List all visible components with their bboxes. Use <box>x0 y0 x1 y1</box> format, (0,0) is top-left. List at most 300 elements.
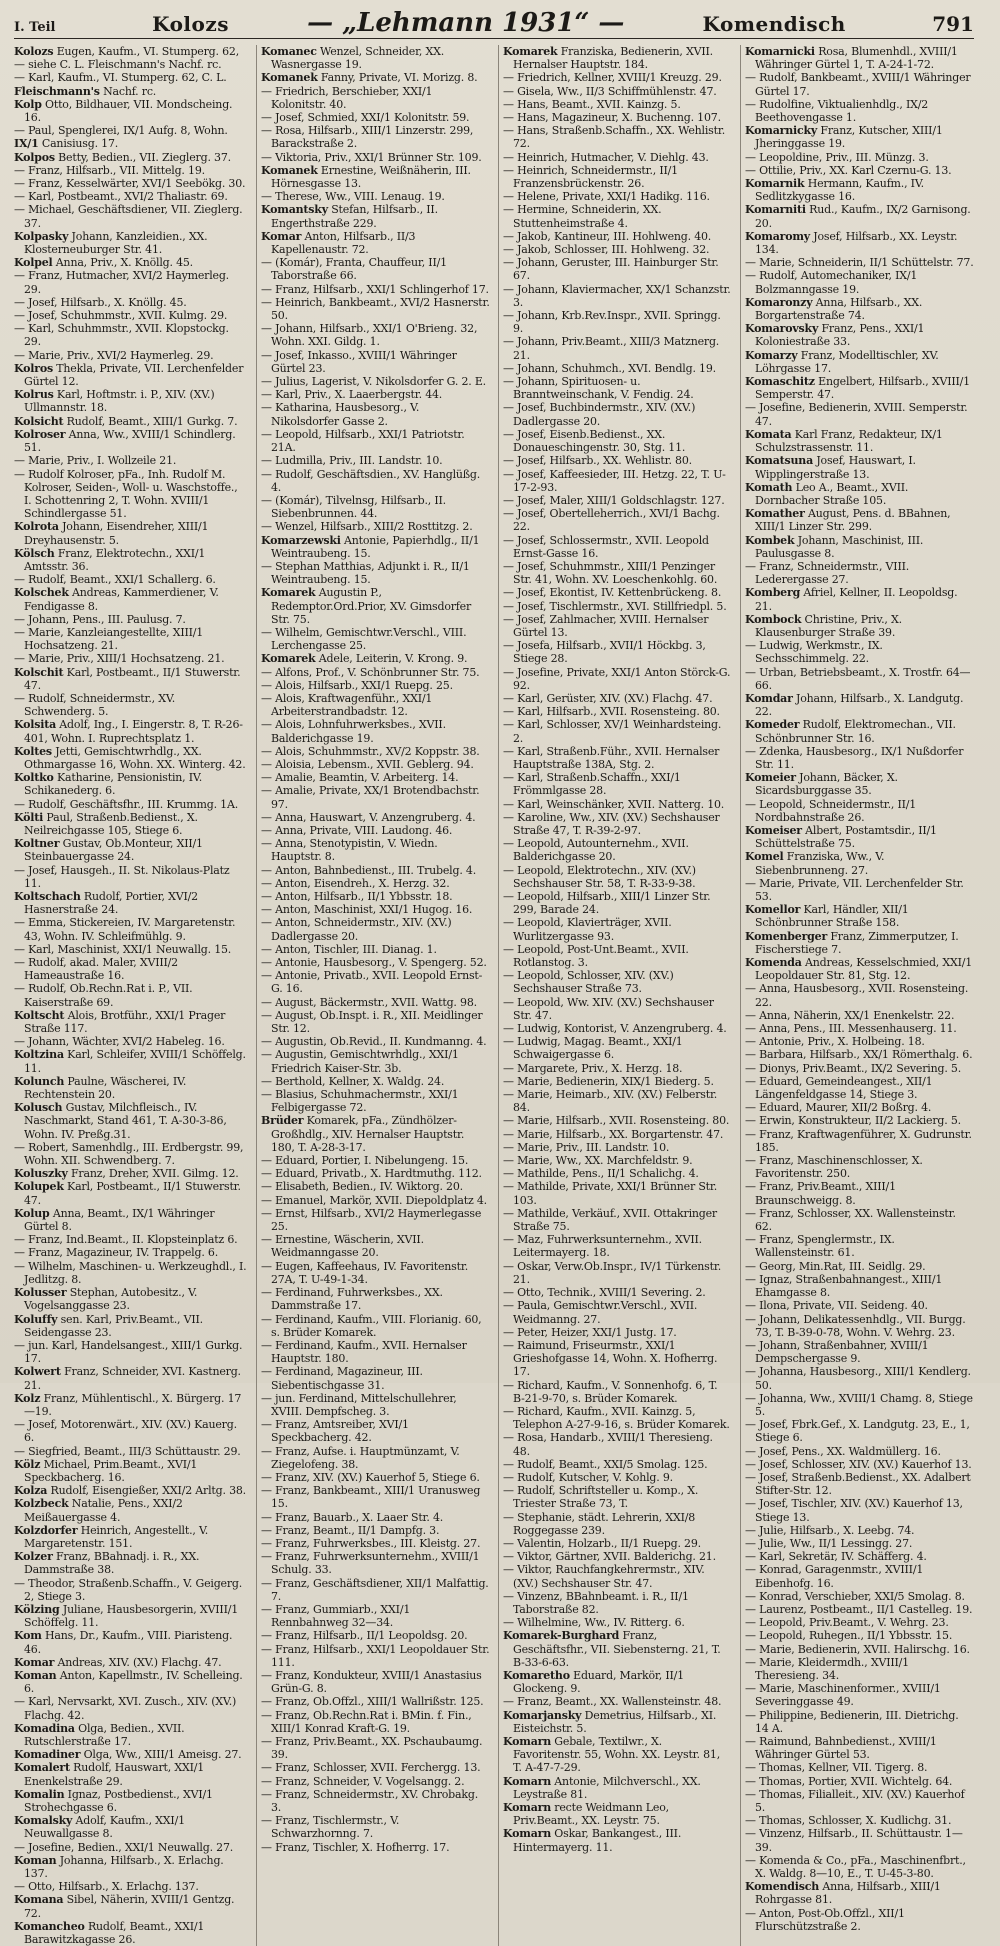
directory-entry: — Zdenka, Hausbesorg., IX/1 Nußdorfer Str. 11. <box>745 744 964 771</box>
directory-entry: — Anton, Maschinist, XXI/1 Hugog. 16. <box>261 903 473 917</box>
directory-entry: — Josef, Obertelleherrich., XVI/1 Bachg. 22. <box>503 507 720 534</box>
directory-entry: — Franz, Bankbeamt., XIII/1 Uranusweg 15. <box>261 1484 481 1511</box>
directory-entry: Koltscht Alois, Brotführ., XXI/1 Prager Straße 117. <box>14 1008 226 1036</box>
directory-entry: — Mathilde, Verkäuf., XVII. Ottakringer Straße 75. <box>503 1206 717 1234</box>
directory-entry: — Anton, Post-Ob.Offzl., XII/1 Flurschützstraße 2. <box>745 1906 905 1933</box>
directory-entry: — Otto, Technik., XVIII/1 Severing. 2. <box>503 1286 706 1300</box>
directory-entry: — Franz, Hilfsarb., II/1 Leopoldsg. 20. <box>261 1629 468 1643</box>
directory-entry: Kolup Anna, Beamt., IX/1 Währinger Gürtel 8. <box>14 1206 215 1234</box>
directory-entry: — Viktor, Gärtner, XVII. Balderichg. 21. <box>503 1550 716 1564</box>
directory-entry: Kolrota Johann, Eisendreher, XIII/1 Dreyhausenstr. 5. <box>14 520 209 547</box>
directory-entry: Brüder Komarek, pFa., Zündhölzer-Großhdlg., XIV. Hernalser Hauptstr. 180, T. A-28-3-17. <box>261 1114 465 1154</box>
directory-entry: Komarzewski Antonie, Papierhdlg., II/1 Weintraubeng. 15. <box>261 533 480 560</box>
directory-entry: — Rudolf, Geschäftsdien., XV. Hanglüßg. 4. <box>261 467 481 494</box>
directory-entry: — Josefine, Private, XXI/1 Anton Störck-G. 92. <box>503 665 731 692</box>
directory-entry: — Josef, Schlossermstr., XVII. Leopold Ernst-Gasse 16. <box>503 533 709 560</box>
directory-entry: — Margarete, Priv., X. Herzg. 18. <box>503 1061 683 1075</box>
directory-entry: Komaromy Josef, Hilfsarb., XX. Leystr. 134. <box>745 229 958 257</box>
directory-entry: Kolschek Andreas, Kammerdiener, V. Fendigasse 8. <box>14 586 219 613</box>
directory-entry: Kolroser Anna, Ww., XVIII/1 Schindlerg. 51. <box>14 427 236 455</box>
directory-entry: Komel Franziska, Ww., V. Siebenbrunneng. 27. <box>745 850 885 877</box>
directory-entry: — Marie, Heimarb., XIV. (XV.) Felberstr. 84. <box>503 1088 718 1115</box>
directory-entry: — August, Ob.Inspt. i. R., XII. Meidlinger Str. 12. <box>261 1008 483 1036</box>
directory-entry: Komather August, Pens. d. BBahnen, XIII/1 Linzer Str. 299. <box>745 507 951 534</box>
directory-entry: — Viktoria, Priv., XXI/1 Brünner Str. 109. <box>261 150 482 164</box>
directory-entry: Kolsicht Rudolf, Beamt., XIII/1 Gurkg. 7. <box>14 414 238 428</box>
directory-entry: — Leopold, Hilfsarb., XXI/1 Patriotstr. 21A. <box>261 427 465 455</box>
directory-entry: — Jakob, Kantineur, III. Hohlweng. 40. <box>503 229 712 243</box>
directory-entry: — Franz, Tischler, X. Hofherrg. 17. <box>261 1840 450 1854</box>
directory-entry: Kolza Rudolf, Eisengießer, XXI/2 Arltg. 38. <box>14 1484 246 1498</box>
directory-entry: — Marie, Kleidermdh., XVIII/1 Theresieng. 34. <box>745 1655 909 1682</box>
directory-entry: — Gisela, Ww., II/3 Schiffmühlenstr. 47. <box>503 84 717 98</box>
directory-entry: — Antonie, Priv., X. Holbeing. 18. <box>745 1035 925 1049</box>
directory-entry: Koltschach Rudolf, Portier, XVI/2 Hasnerstraße 24. <box>14 890 198 917</box>
directory-entry: — Franz, Maschinenschlosser, X. Favoritenstr. 250. <box>745 1154 923 1181</box>
directory-entry: — Rudolf, Automechaniker, IX/1 Bolzmanngasse 19. <box>745 269 918 296</box>
directory-entry: — Heinrich, Bankbeamt., XVI/2 Hasnerstr. 50. <box>261 295 490 323</box>
column-4 <box>740 45 974 1946</box>
directory-entry: Kolunch Paulne, Wäscherei, IV. Rechtenstein 20. <box>14 1074 187 1102</box>
directory-entry: — Franz, Fuhrwerksunternehm., XVIII/1 Schulg. 33. <box>261 1550 480 1577</box>
directory-entry: Kolros Thekla, Private, VII. Lerchenfelder Gürtel 12. <box>14 361 244 389</box>
directory-entry: — Marie, Private, VII. Lerchenfelder Str. 53. <box>745 876 964 903</box>
directory-entry: Komellor Karl, Händler, XII/1 Schönbrunner Straße 158. <box>745 903 909 930</box>
directory-entry: — Julius, Lagerist, V. Nikolsdorfer G. 2. E. <box>261 375 486 389</box>
directory-entry: Kolpel Anna, Priv., X. Knöllg. 45. <box>14 256 193 270</box>
directory-entry: — Karl, Schlosser, XV/1 Weinhardsteing. 2. <box>503 718 722 745</box>
directory-entry: — Ilona, Private, VII. Seideng. 40. <box>745 1299 928 1313</box>
directory-entry: — Raimund, Bahnbedienst., XVIII/1 Währinger Gürtel 53. <box>745 1735 937 1762</box>
directory-entry: — Thomas, Kellner, VII. Tigerg. 8. <box>745 1761 928 1775</box>
directory-entry: Komenberger Franz, Zimmerputzer, I. Fischerstiege 7. <box>745 929 959 956</box>
directory-entry: Koman Johanna, Hilfsarb., X. Erlachg. 137. <box>14 1853 224 1881</box>
directory-entry: — Rosa, Handarb., XVIII/1 Theresieng. 48. <box>503 1431 713 1458</box>
directory-entry: — Franz, Hilfsarb., XXI/1 Schlingerhof 17. <box>261 282 489 296</box>
directory-entry: — Johann, Hilfsarb., XXI/1 O'Brieng. 32, Wohn. XXI. Gildg. 1. <box>261 322 478 349</box>
directory-entry: — August, Bäckermstr., XVII. Wattg. 98. <box>261 995 477 1009</box>
directory-entry: — Franz, Beamt., II/1 Dampfg. 3. <box>261 1523 440 1537</box>
directory-entry: — Alois, Kraftwagenführ., XXI/1 Arbeiterstrandbadstr. 12. <box>261 691 433 719</box>
directory-entry: — Franz, Schneidermstr., VIII. Lederergasse 27. <box>745 559 910 587</box>
directory-entry: — Peter, Heizer, XXI/1 Justg. 17. <box>503 1325 677 1339</box>
directory-entry: — Alois, Schuhmmstr., XV/2 Koppstr. 38. <box>261 744 480 758</box>
directory-entry: — Marie, Ww., XX. Marchfeldstr. 9. <box>503 1154 693 1168</box>
directory-entry: — Johann, Priv.Beamt., XIII/3 Matznerg. 21. <box>503 335 720 362</box>
directory-entry: — Erwin, Konstrukteur, II/2 Lackierg. 5. <box>745 1114 961 1128</box>
directory-entry: Kolozs Eugen, Kaufm., VI. Stumperg. 62, <box>14 45 240 58</box>
directory-entry: — Blasius, Schuhmachermstr., XXI/1 Felbigergasse 72. <box>261 1088 459 1115</box>
directory-entry: — Berthold, Kellner, X. Waldg. 24. <box>261 1074 445 1088</box>
directory-entry: — Johanna, Hausbesorg., XIII/1 Kendlerg. 50. <box>745 1365 971 1392</box>
directory-entry: Komadiner Olga, Ww., XIII/1 Ameisg. 27. <box>14 1748 242 1762</box>
directory-entry: Komdar Johann, Hilfsarb., X. Landgutg. 22. <box>745 691 964 719</box>
entry-columns <box>14 45 974 1946</box>
directory-entry: — Franz, Hutmacher, XVI/2 Haymerleg. 29. <box>14 269 229 296</box>
directory-entry: Komalin Ignaz, Postbedienst., XVI/1 Strohechgasse 6. <box>14 1787 213 1815</box>
directory-entry: — Heinrich, Hutmacher, V. Diehlg. 43. <box>503 150 709 164</box>
directory-entry: — Marie, Bedienerin, XIX/1 Biederg. 5. <box>503 1074 714 1088</box>
directory-entry: — Eduard, Privatb., X. Hardtmuthg. 112. <box>261 1167 482 1181</box>
directory-entry: — Karl, Priv., X. Laaerbergstr. 44. <box>261 388 443 402</box>
directory-entry: — Rudolf, Schneidermstr., XV. Schwenderg. 5. <box>14 691 176 719</box>
directory-entry: — Maz, Fuhrwerksunternehm., XVII. Leitermayerg. 18. <box>503 1233 702 1260</box>
directory-entry: — Leopold, Klavierträger, XVII. Wurlitzergasse 93. <box>503 916 672 943</box>
directory-entry: — Johann, Geruster, III. Hainburger Str. 67. <box>503 256 719 283</box>
directory-entry: — Anna, Hauswart, V. Anzengruberg. 4. <box>261 810 476 824</box>
directory-entry: — Ferdinand, Kaufm., XVII. Hernalser Hauptstr. 180. <box>261 1338 467 1366</box>
directory-entry: Kolusser Stephan, Autobesitz., V. Vogelsanggasse 23. <box>14 1286 198 1313</box>
directory-entry: Koluszky Franz, Dreher, XVII. Gilmg. 12. <box>14 1167 239 1181</box>
directory-entry: — Rudolfine, Viktualienhdlg., IX/2 Beethovengasse 1. <box>745 97 929 125</box>
directory-entry: — Wilhelm, Gemischtwr.Verschl., VIII. Lerchengasse 25. <box>261 625 467 653</box>
directory-entry: — Anna, Pens., III. Messenhauserg. 11. <box>745 1022 957 1036</box>
directory-entry: — Stephan Matthias, Adjunkt i. R., II/1 Weintraubeng. 15. <box>261 559 470 587</box>
directory-entry: Kolupek Karl, Postbeamt., II/1 Stuwerstr. 47. <box>14 1180 241 1207</box>
directory-entry: Komarnicki Rosa, Blumenhdl., XVIII/1 Währinger Gürtel 1, T. A-24-1-72. <box>745 45 958 72</box>
directory-entry: — Franz, Tischlermstr., V. Schwarzhornng. 7. <box>261 1814 400 1841</box>
directory-entry: Komeder Rudolf, Elektromechan., VII. Schönbrunner Str. 16. <box>745 718 956 745</box>
directory-entry: Komar Anton, Hilfsarb., II/3 Kapellenaustr. 72. <box>261 229 416 257</box>
directory-entry: Kombock Christine, Priv., X. Klausenburger Straße 39. <box>745 612 902 639</box>
directory-entry: — Leopold, Schlosser, XIV. (XV.) Sechshauser Straße 73. <box>503 969 674 996</box>
directory-entry: — Rudolf, Beamt., XXI/1 Schallerg. 6. <box>14 573 216 587</box>
directory-entry: Komarn Antonie, Milchverschl., XX. Leystraße 81. <box>503 1774 701 1801</box>
directory-entry: — Franz, Kraftwagenführer, X. Gudrunstr. 185. <box>745 1127 972 1154</box>
directory-entry: — Elisabeth, Bedien., IV. Wiktorg. 20. <box>261 1180 463 1194</box>
directory-entry: Kolrus Karl, Hoftmstr. i. P., XIV. (XV.) Ullmannstr. 18. <box>14 388 215 415</box>
directory-entry: — Josefa, Hilfsarb., XVII/1 Höckbg. 3, Stiege 28. <box>503 639 706 666</box>
directory-entry: — Karoline, Ww., XIV. (XV.) Sechshauser Straße 47, T. R-39-2-97. <box>503 810 720 837</box>
directory-entry: Komancheo Rudolf, Beamt., XXI/1 Barawitzkagasse 26. <box>14 1919 205 1946</box>
directory-entry: — Franz, Ind.Beamt., II. Klopsteinplatz 6. <box>14 1233 238 1247</box>
directory-entry: — Franz, Schneidermstr., XV. Chrobakg. 3. <box>261 1787 478 1815</box>
directory-entry: — (Komár), Tilvelnsg, Hilfsarb., II. Siebenbrunnen. 44. <box>261 493 446 521</box>
directory-entry: — Paul, Spenglerei, IX/1 Aufg. 8, Wohn. <box>14 124 228 138</box>
directory-entry: Komadina Olga, Bedien., XVII. Rutschlerstraße 17. <box>14 1721 185 1748</box>
header-first-name: Kolozs <box>152 12 229 36</box>
directory-entry: — Leopold, Hilfsarb., XIII/1 Linzer Str. 299, Barade 24. <box>503 890 711 917</box>
directory-entry: Kom Hans, Dr., Kaufm., VIII. Piaristeng. 46. <box>14 1629 233 1656</box>
directory-entry: IX/1 Canisiusg. 17. <box>14 137 119 151</box>
directory-entry: — Robert, Samenhdlg., III. Erdbergstr. 99, Wohn. XII. Schwendberg. 7. <box>14 1140 244 1168</box>
directory-entry: — Josef, Straßenb.Bedienst., XX. Adalbert Stifter-Str. 12. <box>745 1470 971 1498</box>
directory-entry: — Thomas, Filialleit., XIV. (XV.) Kauerhof 5. <box>745 1787 965 1815</box>
column-3 <box>498 45 732 1946</box>
directory-entry: — Augustin, Gemischtwrhdlg., XXI/1 Friedrich Kaiser-Str. 3b. <box>261 1048 459 1075</box>
directory-entry: — Therese, Ww., VIII. Lenaug. 19. <box>261 190 445 204</box>
directory-entry: Kölsch Franz, Elektrotechn., XXI/1 Amtsstr. 36. <box>14 546 206 573</box>
directory-entry: — Anna, Stenotypistin, V. Wiedn. Hauptstr. 8. <box>261 837 438 864</box>
directory-entry: — Franz, Hilfsarb., VII. Mittelg. 19. <box>14 163 205 177</box>
directory-entry: — Josef, Ekontist, IV. Kettenbrückeng. 8. <box>503 586 722 600</box>
directory-entry: Kolzer Franz, BBahnadj. i. R., XX. Dammstraße 38. <box>14 1550 200 1577</box>
directory-entry: — Anton, Tischler, III. Dianag. 1. <box>261 942 437 956</box>
directory-entry: — Marie, Schneiderin, II/1 Schüttelstr. 77. <box>745 256 974 270</box>
directory-entry: — Alois, Lohnfuhrwerksbes., XVII. Balderichgasse 19. <box>261 718 446 745</box>
directory-entry: — Leopold, Ruhegen., II/1 Ybbsstr. 15. <box>745 1629 953 1643</box>
directory-entry: — Marie, Bedienerin, XVII. Halirschg. 16. <box>745 1642 970 1656</box>
directory-entry: — Leopold, Elektrotechn., XIV. (XV.) Sechshauser Str. 58, T. R-33-9-38. <box>503 863 696 890</box>
directory-entry: — Marie, Priv., I. Wollzeile 21. <box>14 454 177 468</box>
directory-entry: — Emma, Stickereien, IV. Margaretenstr. 43, Wohn. IV. Schleifmühlg. 9. <box>14 916 236 943</box>
directory-entry: — Franz, Geschäftsdiener, XII/1 Malfattig. 7. <box>261 1576 489 1603</box>
directory-entry: Komarnicky Franz, Kutscher, XIII/1 Jheringgasse 19. <box>745 124 943 151</box>
directory-entry: — Theodor, Straßenb.Schaffn., V. Geigerg. 2, Stiege 3. <box>14 1576 243 1603</box>
directory-entry: — Rudolf, Geschäftsfhr., III. Krummg. 1A. <box>14 797 239 811</box>
directory-entry: — Wilhelm, Maschinen- u. Werkzeughdl., I. Jedlitzg. 8. <box>14 1259 247 1286</box>
directory-entry: — Franz, Schlosser, XX. Wallensteinstr. 62. <box>745 1206 956 1234</box>
directory-entry: — Josef, Motorenwärt., XIV. (XV.) Kauerg. 6. <box>14 1418 237 1445</box>
directory-entry: — Johann, Spirituosen- u. Branntweinschank, V. Fendig. 24. <box>503 375 694 402</box>
directory-entry: Komalsky Adolf, Kaufm., XXI/1 Neuwallgasse 8. <box>14 1814 185 1841</box>
directory-entry: — Mathilde, Private, XXI/1 Brünner Str. 103. <box>503 1180 718 1207</box>
directory-entry: — Leopold, Ww. XIV. (XV.) Sechshauser Str. 47. <box>503 995 714 1022</box>
directory-entry: Kombek Johann, Maschinist, III. Paulusgasse 8. <box>745 533 924 560</box>
directory-entry: — Aloisia, Lebensm., XVII. Geblerg. 94. <box>261 757 474 771</box>
directory-entry: — Josef, Kaffeesieder, III. Hetzg. 22, T. U-17-2-93. <box>503 467 726 494</box>
directory-entry: — Anton, Hilfsarb., II/1 Ybbsstr. 18. <box>261 890 453 903</box>
directory-entry: — Ottilie, Priv., XX. Karl Czernu-G. 13. <box>745 163 952 177</box>
directory-entry: Komarek-Burghard Franz, Geschäftsfhr., VII. Siebensterng. 21, T. B-33-6-63. <box>503 1629 721 1669</box>
directory-entry: — Anna, Näherin, XX/1 Enenkelstr. 22. <box>745 1008 955 1022</box>
directory-entry: Kolusch Gustav, Milchfleisch., IV. Naschmarkt, Stand 461, T. A-30-3-86, Wohn. IV. Preßg.31. <box>14 1101 227 1141</box>
directory-entry: — Franz, Hilfsarb., XXI/1 Leopoldauer Str. 111. <box>261 1642 490 1669</box>
directory-entry: — Anton, Eisendreh., X. Herzg. 32. <box>261 876 450 890</box>
directory-entry: — Karl, Straßenb.Schaffn., XXI/1 Frömmlgasse 28. <box>503 771 681 798</box>
directory-entry: Komatsuna Josef, Hauswart, I. Wipplingerstraße 13. <box>745 454 916 481</box>
directory-entry: — Marie, Kanzleiangestellte, XIII/1 Hochsatzeng. 21. <box>14 625 204 653</box>
directory-entry: — Franz, Schlosser, XVII. Ferchergg. 13. <box>261 1761 481 1775</box>
directory-entry: — Josef, Fbrk.Gef., X. Landgutg. 23, E., 1, Stiege 6. <box>745 1418 970 1445</box>
directory-entry: — Richard, Kaufm., XVII. Kainzg. 5, Telephon A-27-9-16, s. Brüder Komarek. <box>503 1404 730 1432</box>
directory-entry: — Stephanie, städt. Lehrerin, XXI/8 Roggegasse 239. <box>503 1510 696 1537</box>
directory-entry: Kolpasky Johann, Kanzleidien., XX. Klosterneuburger Str. 41. <box>14 229 208 257</box>
directory-entry: — Ludwig, Kontorist, V. Anzengruberg. 4. <box>503 1022 727 1036</box>
directory-entry: — Marie, Hilfsarb., XVII. Rosensteing. 80. <box>503 1114 730 1128</box>
directory-entry: Kolpos Betty, Bedien., VII. Zieglerg. 37. <box>14 150 231 164</box>
directory-entry: Kölzing Juliane, Hausbesorgerin, XVIII/1 Schöffelg. 11. <box>14 1602 239 1630</box>
directory-entry: — Rudolf, Beamt., XXI/5 Smolag. 125. <box>503 1457 708 1471</box>
directory-entry: — Franz, Schneider, V. Vogelsangg. 2. <box>261 1774 465 1788</box>
directory-entry: — Richard, Kaufm., V. Sonnenhofg. 6, T. B-21-9-70, s. Brüder Komarek. <box>503 1378 718 1405</box>
directory-entry: Kolwert Franz, Schneider, XVI. Kastnerg. 21. <box>14 1365 241 1392</box>
directory-entry: Koman Anton, Kapellmstr., IV. Schelleing. 6. <box>14 1668 243 1696</box>
directory-entry: Komana Sibel, Näherin, XVIII/1 Gentzg. 72. <box>14 1893 235 1920</box>
directory-entry: — Friedrich, Kellner, XVIII/1 Kreuzg. 29. <box>503 71 722 85</box>
directory-entry: Komendisch Anna, Hilfsarb., XIII/1 Rohrgasse 81. <box>745 1880 941 1907</box>
directory-entry: Komanek Ernestine, Weißnäherin, III. Hörnesgasse 13. <box>261 163 471 191</box>
directory-entry: — Rudolf, Bankbeamt., XVIII/1 Währinger Gürtel 17. <box>745 71 971 98</box>
directory-entry: — Antonie, Privatb., XVII. Leopold Ernst-G. 16. <box>261 969 483 996</box>
directory-entry: — Jakob, Schlosser, III. Hohlweng. 32. <box>503 243 710 257</box>
directory-entry: — Johann, Klaviermacher, XX/1 Schanzstr. 3. <box>503 282 731 309</box>
directory-entry: — Marie, Priv., XVI/2 Haymerleg. 29. <box>14 348 214 362</box>
directory-entry: — Eduard, Portier, I. Nibelungeng. 15. <box>261 1154 469 1168</box>
directory-entry: Komanec Wenzel, Schneider, XX. Wasnergasse 19. <box>261 45 445 72</box>
directory-entry: — Marie, Hilfsarb., XX. Borgartenstr. 47. <box>503 1127 724 1141</box>
directory-entry: — Wenzel, Hilfsarb., XIII/2 Rosttitzg. 2. <box>261 520 473 534</box>
directory-entry: — Johann, Schuhmch., XVI. Bendlg. 19. <box>503 361 716 375</box>
directory-entry: Komarek Franziska, Bedienerin, XVII. Hernalser Hauptstr. 184. <box>503 45 713 72</box>
directory-entry: — siehe C. L. Fleischmann's Nachf. rc. <box>14 58 222 72</box>
directory-entry: Komarek Augustin P., Redemptor.Ord.Prior, XV. Gimsdorfer Str. 75. <box>261 586 472 626</box>
directory-entry: — Rudolf, Ob.Rechn.Rat i. P., VII. Kaiserstraße 69. <box>14 982 193 1009</box>
directory-entry: — Karl, Nervsarkt, XVI. Zusch., XIV. (XV.) Flachg. 42. <box>14 1695 237 1722</box>
directory-entry: — Ignaz, Straßenbahnangest., XIII/1 Ehamgasse 8. <box>745 1272 943 1300</box>
directory-entry: — Ludwig, Werkmstr., IX. Sechsschimmelg. 22. <box>745 639 883 666</box>
directory-entry: — Josef, Schuhmmstr., XIII/1 Penzinger Str. 41, Wohn. XV. Loeschenkohlg. 60. <box>503 559 718 587</box>
directory-entry: — Karl, Maschinist, XXI/1 Neuwallg. 15. <box>14 942 232 956</box>
directory-entry: — Josef, Eisenb.Bedienst., XX. Donaueschingenstr. 30, Stg. 11. <box>503 427 686 455</box>
directory-entry: — Josefine, Bedienerin, XVIII. Semperstr. 47. <box>745 401 968 428</box>
directory-entry: Komath Leo A., Beamt., XVII. Dornbacher Straße 105. <box>745 480 909 507</box>
directory-entry: Komarniti Rud., Kaufm., IX/2 Garnisong. 20. <box>745 203 971 230</box>
directory-entry: — Wilhelmine, Ww., IV. Ritterg. 6. <box>503 1616 685 1630</box>
directory-entry: — Josef, Schuhmmstr., XVII. Kulmg. 29. <box>14 309 228 323</box>
directory-entry: Komanek Fanny, Private, VI. Morizg. 8. <box>261 71 478 85</box>
directory-entry: — Franz, Magazineur, IV. Trappelg. 6. <box>14 1246 219 1260</box>
directory-entry: Költi Paul, Straßenb.Bedienst., X. Neilreichgasse 105, Stiege 6. <box>14 810 198 837</box>
directory-entry: — Alois, Hilfsarb., XXI/1 Ruepg. 25. <box>261 678 453 692</box>
directory-entry: — Anna, Hausbesorg., XVII. Rosensteing. 22. <box>745 982 969 1009</box>
directory-entry: — Hermine, Schneiderin, XX. Stuttenheimstraße 4. <box>503 203 662 230</box>
directory-entry: — Franz, Ob.Offzl., XIII/1 Wallrißstr. 125. <box>261 1695 484 1709</box>
directory-entry: Komata Karl Franz, Redakteur, IX/1 Schulzstrassenstr. 11. <box>745 427 943 455</box>
directory-entry: — Marie, Priv., XIII/1 Hochsatzeng. 21. <box>14 652 225 666</box>
directory-entry: Komaretho Eduard, Markör, II/1 Glockeng. 9. <box>503 1668 684 1696</box>
directory-entry: — Anton, Bahnbedienst., III. Trubelg. 4. <box>261 863 477 877</box>
directory-entry: — Otto, Hilfsarb., X. Erlachg. 137. <box>14 1880 199 1894</box>
directory-entry: — Antonie, Hausbesorg., V. Spengerg. 52. <box>261 956 487 970</box>
directory-entry: Komantsky Stefan, Hilfsarb., II. Engerthstraße 229. <box>261 203 438 230</box>
directory-entry: — Marie, Maschinenformer., XVIII/1 Severinggasse 49. <box>745 1682 941 1709</box>
directory-entry: Komarzy Franz, Modelltischler, XV. Löhrgasse 17. <box>745 348 939 375</box>
directory-entry: — Marie, Priv., III. Landstr. 10. <box>503 1140 670 1154</box>
directory-entry: Koltko Katharine, Pensionistin, IV. Schikanederg. 6. <box>14 771 203 798</box>
directory-entry: — Josef, Schmied, XXI/1 Kolonitstr. 59. <box>261 111 470 125</box>
page-number: 791 <box>932 12 974 36</box>
directory-entry: — Karl, Schuhmmstr., XVII. Klopstockg. 29. <box>14 322 229 349</box>
directory-entry: Komenda Andreas, Kesselschmied, XXI/1 Leopoldauer Str. 81, Stg. 12. <box>745 956 973 983</box>
page-header <box>14 8 974 39</box>
directory-entry: Komarjansky Demetrius, Hilfsarb., XI. Eisteichstr. 5. <box>503 1708 717 1735</box>
directory-entry: — Karl, Gerüster, XIV. (XV.) Flachg. 47. <box>503 691 713 705</box>
directory-entry: — Ferdinand, Magazineur, III. Siebentischgasse 31. <box>261 1365 423 1392</box>
directory-entry: — Franz, Amtsreiber, XVI/1 Speckbacherg. 42. <box>261 1418 409 1445</box>
directory-entry: Kolp Otto, Bildhauer, VII. Mondscheing. 16. <box>14 97 233 125</box>
directory-entry: — Hans, Straßenb.Schaffn., XX. Wehlistr. 72. <box>503 124 725 151</box>
directory-entry: — Leopold, Priv.Beamt., V. Wehrg. 23. <box>745 1616 949 1630</box>
directory-entry: — Johann, Straßenbahner, XVIII/1 Dempschergasse 9. <box>745 1338 929 1366</box>
directory-entry: — Eduard, Maurer, XII/2 Boßrg. 4. <box>745 1101 932 1115</box>
directory-entry: Komeier Johann, Bäcker, X. Sicardsburggasse 35. <box>745 771 898 798</box>
directory-entry: — Karl, Kaufm., VI. Stumperg. 62, C. L. <box>14 71 227 85</box>
directory-entry: — Franz, Priv.Beamt., XIII/1 Braunschweigg. 8. <box>745 1180 896 1207</box>
directory-entry: — Rudolf, Schriftsteller u. Komp., X. Triester Straße 73, T. <box>503 1484 699 1511</box>
directory-entry: Komaschitz Engelbert, Hilfsarb., XVIII/1 Semperstr. 47. <box>745 375 970 402</box>
directory-entry: — Franz, Ob.Rechn.Rat i. BMin. f. Fin., XIII/1 Konrad Kraft-G. 19. <box>261 1708 472 1735</box>
directory-entry: — Karl, Hilfsarb., XVII. Rosensteing. 80. <box>503 705 720 719</box>
directory-entry: Komaronzy Anna, Hilfsarb., XX. Borgartenstraße 74. <box>745 295 923 323</box>
directory-entry: Kolsita Adolf, Ing., I. Eingerstr. 8, T. R-26-401, Wohn. I. Ruprechtsplatz 1. <box>14 718 243 745</box>
directory-entry: — Franz, Spenglermstr., IX. Wallensteinstr. 61. <box>745 1233 895 1260</box>
directory-entry: — Anna, Private, VIII. Laudong. 46. <box>261 823 453 837</box>
directory-entry: Komeiser Albert, Postamtsdir., II/1 Schüttelstraße 75. <box>745 823 937 851</box>
directory-entry: — Karl, Weinschänker, XVII. Natterg. 10. <box>503 797 725 811</box>
directory-entry: Koltes Jetti, Gemischtwrhdlg., XX. Othmargasse 16, Wohn. XX. Winterg. 42. <box>14 744 246 771</box>
directory-entry: — Helene, Private, XXI/1 Hadikg. 116. <box>503 190 710 204</box>
directory-entry: — Raimund, Friseurmstr., XXI/1 Grieshofgasse 14, Wohn. X. Hofherrg. 17. <box>503 1338 718 1379</box>
directory-entry: — Josef, Hilfsarb., XX. Wehlistr. 80. <box>503 454 692 468</box>
directory-entry: — Philippine, Bedienerin, III. Dietrichg. 14 A. <box>745 1708 959 1735</box>
directory-entry: — Josef, Maler, XIII/1 Goldschlagstr. 127. <box>503 493 725 507</box>
directory-entry: — Georg, Min.Rat, III. Seidlg. 29. <box>745 1259 926 1273</box>
directory-entry: — Urban, Betriebsbeamt., X. Trostfr. 64—66. <box>745 665 971 692</box>
directory-entry: — Dionys, Priv.Beamt., IX/2 Severing. 5. <box>745 1061 962 1075</box>
directory-entry: — Eugen, Kaffeehaus, IV. Favoritenstr. 27A, T. U-49-1-34. <box>261 1259 468 1286</box>
part-label: I. Teil <box>14 20 56 35</box>
directory-entry: — Franz, Kondukteur, XVIII/1 Anastasius Grün-G. 8. <box>261 1668 482 1696</box>
directory-entry: Kolzbeck Natalie, Pens., XXI/2 Meißauergasse 4. <box>14 1497 183 1524</box>
directory-entry: — Rudolf, Kutscher, V. Kohlg. 9. <box>503 1470 673 1484</box>
directory-entry: — Ferdinand, Kaufm., VIII. Florianig. 60, s. Brüder Komarek. <box>261 1312 482 1339</box>
directory-entry: Komarovsky Franz, Pens., XXI/1 Koloniestraße 33. <box>745 322 925 349</box>
directory-entry: — Ludwig, Magag. Beamt., XXI/1 Schwaigergasse 6. <box>503 1035 683 1062</box>
directory-entry: — Julie, Hilfsarb., X. Leebg. 74. <box>745 1523 915 1537</box>
directory-entry: Komar Andreas, XIV. (XV.) Flachg. 47. <box>14 1655 222 1669</box>
directory-entry: Kölz Michael, Prim.Beamt., XVI/1 Speckbacherg. 16. <box>14 1457 198 1484</box>
directory-entry: — Barbara, Hilfsarb., XX/1 Römerthalg. 6. <box>745 1048 973 1062</box>
directory-entry: — Rudolf, akad. Maler, XVIII/2 Hameaustraße 16. <box>14 956 178 983</box>
directory-entry: — Rudolf Kolroser, pFa., Inh. Rudolf M. Kolroser, Seiden-, Woll- u. Waschstoffe., I. Schottenring 2, T. Wohn. XVIII/1 Schindlergasse 51. <box>14 467 238 521</box>
directory-entry: Kolz Franz, Mühlentischl., X. Bürgerg. 17—19. <box>14 1391 242 1418</box>
directory-entry: — Konrad, Garagenmstr., XVIII/1 Eibenhofg. 16. <box>745 1563 924 1590</box>
directory-entry: — Thomas, Schlosser, X. Kudlichg. 31. <box>745 1814 952 1828</box>
directory-entry: — Anton, Schneidermstr., XIV. (XV.) Dadlergasse 20. <box>261 916 452 943</box>
directory-entry: Komarn Oskar, Bankangest., III. Hintermayerg. 11. <box>503 1827 682 1854</box>
directory-entry: — Josef, Pens., XX. Waldmüllerg. 16. <box>745 1444 941 1458</box>
column-1 <box>14 45 248 1946</box>
directory-entry: — Rosa, Hilfsarb., XIII/1 Linzerstr. 299, Barackstraße 2. <box>261 124 474 151</box>
directory-entry: — Josef, Inkasso., XVIII/1 Währinger Gürtel 23. <box>261 348 457 375</box>
directory-entry: — Oskar, Verw.Ob.Inspr., IV/1 Türkenstr. 21. <box>503 1259 721 1286</box>
directory-entry: — Leopold, Post-Unt.Beamt., XVII. Rotlanstog. 3. <box>503 942 689 970</box>
directory-entry: — Franz, Gummiarb., XXI/1 Rennbahnweg 32—34. <box>261 1602 411 1630</box>
directory-entry: — Leopoldine, Priv., III. Münzg. 3. <box>745 150 929 164</box>
directory-entry: — Josef, Zahlmacher, XVIII. Hernalser Gürtel 13. <box>503 612 709 639</box>
directory-entry: Koluffy sen. Karl, Priv.Beamt., VII. Seidengasse 23. <box>14 1312 203 1339</box>
directory-entry: — Komenda & Co., pFa., Maschinenfbrt., X. Waldg. 8—10, E., T. U-45-3-80. <box>745 1853 966 1881</box>
directory-entry: — Ernestine, Wäscherin, XVII. Weidmanngasse 20. <box>261 1233 424 1260</box>
directory-entry: — Franz, Aufse. i. Hauptmünzamt, V. Ziegelofeng. 38. <box>261 1444 460 1471</box>
directory-entry: — Josef, Tischlermstr., XVI. Stillfriedpl. 5. <box>503 599 727 613</box>
directory-entry: — Franz, Bauarb., X. Laaer Str. 4. <box>261 1510 444 1524</box>
directory-entry: Komarn recte Weidmann Leo, Priv.Beamt., XX. Leystr. 75. <box>503 1801 669 1828</box>
directory-entry: — Ferdinand, Fuhrwerksbes., XX. Dammstraße 17. <box>261 1286 443 1313</box>
directory-entry: — Friedrich, Berschieber, XXI/1 Kolonitstr. 40. <box>261 84 433 111</box>
directory-entry: — Leopold, Schneidermstr., II/1 Nordbahnstraße 26. <box>745 797 917 824</box>
directory-entry: — Thomas, Portier, XVII. Wichtelg. 64. <box>745 1774 953 1788</box>
directory-entry: — Johann, Wächter, XVI/2 Habeleg. 16. <box>14 1035 225 1049</box>
directory-entry: — Karl, Straßenb.Führ., XVII. Hernalser Hauptstraße 138A, Stg. 2. <box>503 744 720 771</box>
directory-entry: — Siegfried, Beamt., III/3 Schüttaustr. 29. <box>14 1444 241 1458</box>
directory-entry: — Josef, Hausgeh., II. St. Nikolaus-Platz 11. <box>14 863 230 890</box>
directory-entry: — Heinrich, Schneidermstr., II/1 Franzensbrückenstr. 26. <box>503 163 678 191</box>
directory-entry: — Josef, Buchbindermstr., XIV. (XV.) Dadlergasse 20. <box>503 401 696 428</box>
directory-entry: — Valentin, Holzarb., II/1 Ruepg. 29. <box>503 1536 701 1550</box>
directory-entry: — Julie, Ww., II/1 Lessingg. 27. <box>745 1536 913 1550</box>
